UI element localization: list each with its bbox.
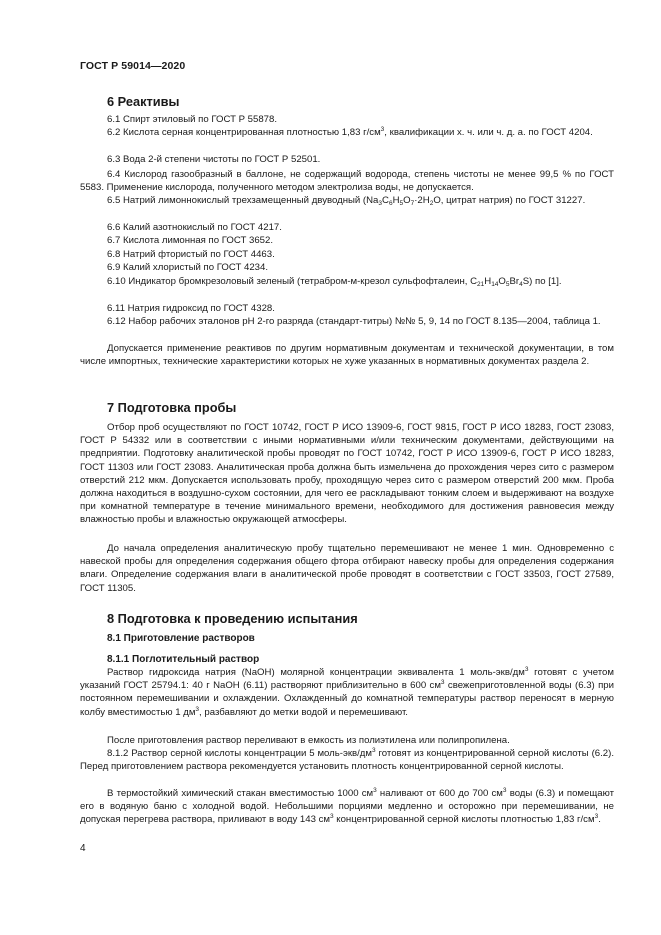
item-6-4: 6.4 Кислород газообразный в баллоне, не содержащий водорода, степень чистоты не менее 99,5 % по ГОСТ 5583. Применение кислорода, полученного методом электролиза воды, не допускается.: [80, 169, 614, 194]
document-id-header: ГОСТ Р 59014—2020: [80, 60, 186, 72]
item-6-11: 6.11 Натрия гидроксид по ГОСТ 4328.: [107, 303, 275, 314]
subsection-8-1-title: 8.1 Приготовление растворов: [107, 633, 255, 644]
section-8-title: 8 Подготовка к проведению испытания: [107, 611, 358, 626]
item-6-9: 6.9 Калий хлористый по ГОСТ 4234.: [107, 262, 269, 273]
page-number: 4: [80, 843, 86, 854]
item-6-6: 6.6 Калий азотнокислый по ГОСТ 4217.: [107, 222, 282, 233]
section-8-1-2-paragraph-2: В термостойкий химический стакан вместимостью 1000 $см^3$ наливают от 600 до 700 $см^3$ воды (6.3) и помещают его в водяную баню с холодной водой. Небольшими порциями медленно и осторожно при перемешивании, не допуская перегрева раствора, приливают в воду 143 $см^3$ концентрированной серной кислоты плотностью 1,83 $г/см^3$.: [80, 787, 614, 826]
subsection-8-1-1-title: 8.1.1 Поглотительный раствор: [107, 654, 260, 665]
section-7-title: 7 Подготовка пробы: [107, 400, 237, 415]
item-6-10: 6.10 Индикатор бромкрезоловый зеленый (тетрабром-м-крезол сульфофталеин, $C_{21}H_{14}O_5Br_4S$) по [1].: [107, 276, 562, 288]
item-6-8: 6.8 Натрий фтористый по ГОСТ 4463.: [107, 249, 275, 260]
section-7-paragraph-2: До начала определения аналитическую пробу тщательно перемешивают не менее 1 мин. Одновременно с навеской пробы для определения содержания общего фтора отбирают навеску пробы для определения содержания влаги. Определение содержания влаги в аналитической пробе проводят в соответствии с ГОСТ 33503, ГОСТ 27589, ГОСТ 11305.: [80, 543, 614, 594]
item-6-3: 6.3 Вода 2-й степени чистоты по ГОСТ Р 52501.: [107, 154, 321, 165]
section-6-title: 6 Реактивы: [107, 94, 180, 109]
item-6-5: 6.5 Натрий лимоннокислый трехзамещенный двуводный ($Na_3C_6H_5O_7\cdot 2H_2O$, цитрат натрия) по ГОСТ 31227.: [107, 195, 586, 207]
item-6-1: 6.1 Спирт этиловый по ГОСТ Р 55878.: [107, 114, 278, 125]
section-8-1-1-paragraph-2: После приготовления раствор переливают в емкость из полиэтилена или полипропилена.: [107, 735, 510, 746]
item-6-2: 6.2 Кислота серная концентрированная плотностью 1,83 $г/см^3$, квалификации х. ч. или ч. д. а. по ГОСТ 4204.: [107, 126, 593, 138]
item-6-12: 6.12 Набор рабочих эталонов pH 2-го разряда (стандарт-титры) №№ 5, 9, 14 по ГОСТ 8.135—2004, таблица 1.: [107, 316, 601, 327]
section-7-paragraph-1: Отбор проб осуществляют по ГОСТ 10742, ГОСТ Р ИСО 13909-6, ГОСТ 9815, ГОСТ Р ИСО 18283, ГОСТ 23083, ГОСТ Р 54332 или в соответствии с иными нормативными и/или техническим документами, действующими на предприятии. Подготовку аналитической пробы проводят по ГОСТ 10742, ГОСТ Р ИСО 13909-6, ГОСТ Р ИСО 18283, ГОСТ 11303 или ГОСТ 23083. Аналитическая проба должна быть измельчена до прохождения через сито с размером отверстий 212 мкм. Допускается использовать пробу, проходящую через сито с размером отверстий 200 мкм. Проба должна находиться в воздушно-сухом состоянии, для чего ее раскладывают тонким слоем и выдерживают на воздухе при комнатной температуре в течение минимального времени, необходимого для достижения равновесия между влажностью пробы и влажностью окружающей атмосферы.: [80, 422, 614, 526]
section-8-1-1-paragraph-1: Раствор гидроксида натрия (NaOH) молярной концентрации эквивалента 1 моль-$экв/дм^3$ готовят с учетом указаний ГОСТ 25794.1: 40 г NaOH (6.11) растворяют приблизительно в 600 $см^3$ свежеприготовленной воды (6.3) при постоянном перемешивании и охлаждении. Охлажденный до комнатной температуры раствор переносят в мерную колбу вместимостью 1 $дм^3$, разбавляют до метки водой и перемешивают.: [80, 666, 614, 718]
item-6-7: 6.7 Кислота лимонная по ГОСТ 3652.: [107, 235, 274, 246]
section-8-1-2-paragraph: 8.1.2 Раствор серной кислоты концентрации 5 моль-$экв/дм^3$ готовят из концентрированной серной кислоты (6.2). Перед приготовлением раствора рекомендуется установить плотность концентрированной серной кислоты.: [80, 747, 614, 773]
section-6-note: Допускается применение реактивов по другим нормативным документам и технической документации, в том числе импортных, технические характеристики которых не хуже указанных в нормативных документах раздела 2.: [80, 343, 614, 368]
